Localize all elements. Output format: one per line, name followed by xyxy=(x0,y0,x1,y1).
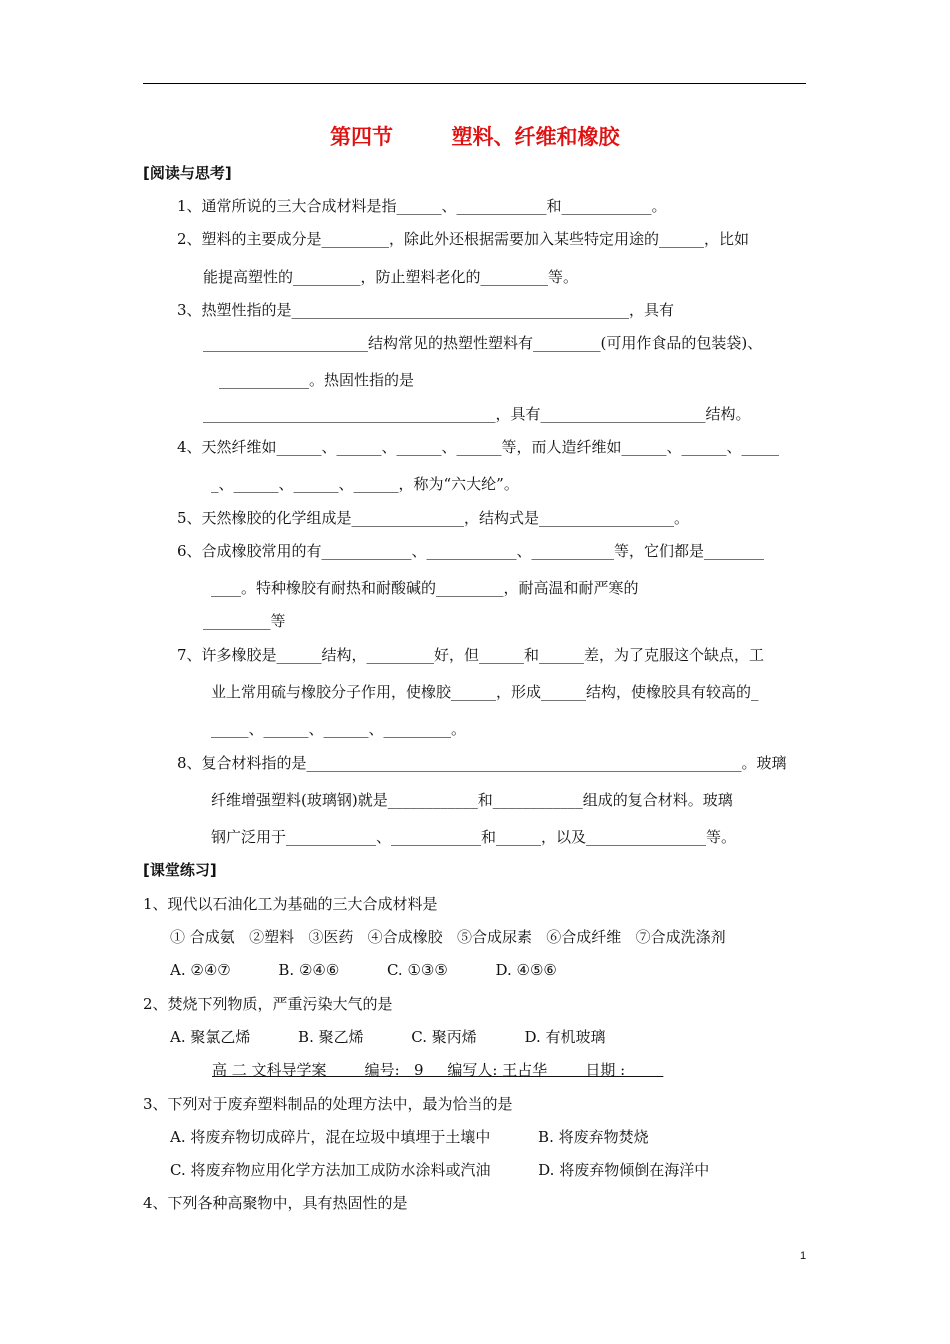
section-heading-reading: [阅读与思考] xyxy=(143,164,232,182)
question-line: ____。特种橡胶有耐热和耐酸碱的_________，耐高温和耐严寒的 xyxy=(211,579,639,597)
practice-options: A. 聚氯乙烯 B. 聚乙烯 C. 聚丙烯 D. 有机玻璃 xyxy=(170,1028,606,1046)
practice-question: 1、现代以石油化工为基础的三大合成材料是 xyxy=(143,895,438,913)
practice-options: A. ②④⑦ B. ②④⑥ C. ①③⑤ D. ④⑤⑥ xyxy=(170,961,557,979)
practice-options: C. 将废弃物应用化学方法加工成防水涂料或汽油 D. 将废弃物倾倒在海洋中 xyxy=(170,1161,710,1179)
question-line: 5、天然橡胶的化学组成是_______________，结构式是__________________。 xyxy=(177,509,690,527)
question-line: 6、合成橡胶常用的有____________、____________、___________等，它们都是________ xyxy=(177,542,765,560)
footer-info: 高 二 文科导学案 编号: 9 编写人: 王占华 日期 : xyxy=(212,1061,664,1079)
header-rule xyxy=(143,83,806,84)
question-line: _________等 xyxy=(203,612,286,630)
question-line: _____、______、______、_________。 xyxy=(211,720,467,738)
practice-question: 2、焚烧下列物质，严重污染大气的是 xyxy=(143,995,393,1013)
question-line: 2、塑料的主要成分是_________，除此外还根据需要加入某些特定用途的______，比如 xyxy=(177,230,750,248)
practice-items: ① 合成氨 ②塑料 ③医药 ④合成橡胶 ⑤合成尿素 ⑥合成纤维 ⑦合成洗涤剂 xyxy=(170,928,726,946)
practice-options: A. 将废弃物切成碎片，混在垃圾中填埋于土壤中 B. 将废弃物焚烧 xyxy=(170,1128,649,1146)
section-heading-practice: [课堂练习] xyxy=(143,861,217,879)
practice-question: 3、下列对于废弃塑料制品的处理方法中，最为恰当的是 xyxy=(143,1095,513,1113)
question-line: 钢广泛用于____________、____________和______，以及________________等。 xyxy=(211,828,737,846)
question-line: _______________________________________，具有______________________结构。 xyxy=(203,405,751,423)
question-line: 业上常用硫与橡胶分子作用，使橡胶______，形成______结构，使橡胶具有较高的_ xyxy=(211,683,759,701)
question-line: 8、复合材料指的是__________________________________________________________。玻璃 xyxy=(177,754,787,772)
question-line: ______________________结构常见的热塑性塑料有_________(可用作食品的包装袋)、 xyxy=(203,334,763,352)
practice-question: 4、下列各种高聚物中，具有热固性的是 xyxy=(143,1194,408,1212)
question-line: 4、天然纤维如______、______、______、______等，而人造纤维如______、______、_____ xyxy=(177,438,780,456)
page-title: 第四节 塑料、纤维和橡胶 xyxy=(330,125,620,149)
question-line: 3、热塑性指的是_____________________________________________，具有 xyxy=(177,301,675,319)
question-line: 7、许多橡胶是______结构，_________好，但______和______差，为了克服这个缺点，工 xyxy=(177,646,765,664)
page-number: 1 xyxy=(800,1250,807,1262)
question-line: 1、通常所说的三大合成材料是指______、____________和____________。 xyxy=(177,197,667,215)
question-line: ____________。热固性指的是 xyxy=(219,371,415,389)
question-line: _、______、______、______，称为“六大纶”。 xyxy=(211,475,519,493)
question-line: 能提高塑性的_________，防止塑料老化的_________等。 xyxy=(203,268,579,286)
question-line: 纤维增强塑料(玻璃钢)就是____________和____________组成的复合材料。玻璃 xyxy=(211,791,733,809)
